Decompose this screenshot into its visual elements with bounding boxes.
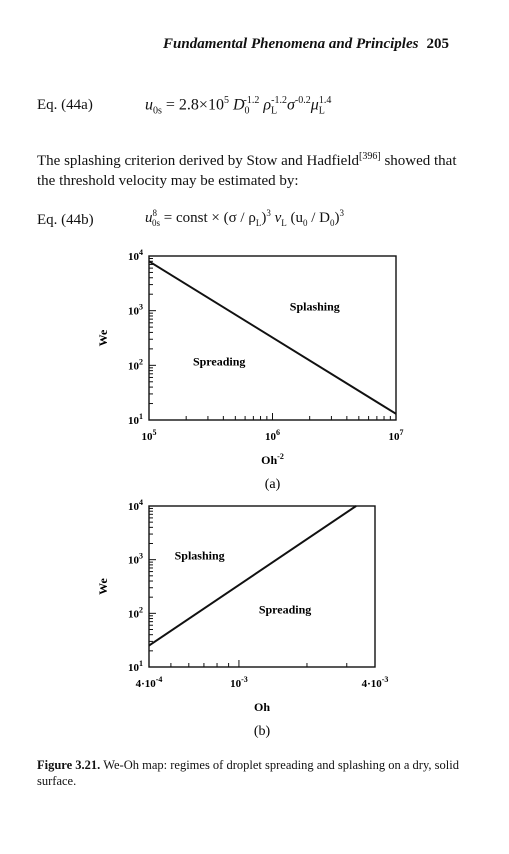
eq-44b-lhs-sup: 8 — [152, 208, 157, 218]
eq-44b-rhs-a: = const × (σ / ρ — [160, 210, 256, 226]
eq-44b-nu: ν — [270, 210, 282, 226]
eq-44a-sigma: σ — [287, 96, 295, 114]
x-tick-label: $10^7$ — [388, 428, 404, 443]
eq-44a-rho-exp: -1.2 — [271, 95, 287, 106]
eq-44a-lhs-sub: 0s — [153, 105, 162, 117]
eq-44a-d0-exp: -1.2 — [243, 95, 260, 106]
eq-44b-lhs-sub: 0s — [152, 218, 161, 228]
eq-44a-coef: = 2.8×10 — [161, 96, 224, 114]
eq-44a-d0-sub: 0 — [244, 105, 250, 117]
x-axis-label: $Oh^{-2}$ — [261, 452, 284, 467]
y-tick-label: $10^1$ — [128, 412, 143, 427]
eq-44b-rhs-f: ) — [334, 210, 340, 226]
eq-44b-lhs: u — [145, 210, 153, 226]
eq-44a-body — [145, 95, 331, 117]
body-paragraph — [37, 147, 477, 191]
eq-44b-rhs-e-sub: 0 — [330, 218, 335, 228]
eq-44a-lhs: u — [145, 96, 153, 114]
eq-44a-rho: ρ — [263, 96, 272, 114]
y-tick-label: $10^2$ — [128, 605, 143, 621]
x-tick-label: $10^6$ — [265, 428, 280, 443]
we-oh-chart-b — [0, 490, 509, 750]
eq-44a-mu-exp: 1.4 — [318, 95, 332, 106]
x-tick-label: $4\cdot 10^{-3}$ — [361, 675, 389, 690]
x-tick-label: $10^5$ — [141, 428, 157, 443]
paragraph-text-1: The splashing criterion derived by Stow and Hadfield — [37, 153, 360, 169]
regime-boundary-line — [149, 261, 396, 414]
y-axis-label: We — [96, 578, 110, 595]
running-head — [163, 36, 449, 53]
y-tick-label: $10^3$ — [128, 551, 143, 567]
eq-44a-label: Eq. (44a) — [37, 97, 93, 113]
y-tick-label: $10^2$ — [128, 357, 143, 373]
eq-44a-d0: D — [232, 96, 245, 114]
eq-44b-rhs-d: (u — [286, 210, 304, 226]
eq-44b-rhs-b: ) — [261, 210, 267, 226]
y-tick-label: $10^1$ — [128, 659, 143, 674]
regime-boundary-line — [149, 506, 356, 646]
y-tick-label: $10^3$ — [128, 302, 143, 318]
eq-44b-body — [145, 208, 344, 228]
plot-frame — [149, 506, 375, 667]
eq-44a-coef-exp: 5 — [223, 95, 229, 106]
page-number: 205 — [426, 36, 449, 52]
y-tick-label: $10^4$ — [128, 248, 143, 263]
x-tick-label: $4\cdot 10^{-4}$ — [135, 675, 163, 690]
paragraph-text-2: showed that the threshold velocity may be estimated by: — [37, 153, 457, 189]
panel-label: (b) — [253, 724, 271, 739]
eq-44a-rho-sub: L — [271, 105, 278, 117]
eq-44b-label: Eq. (44b) — [37, 212, 94, 228]
eq-44b-rhs-e: / D — [307, 210, 331, 226]
eq-44b-rhs-d-sub: 0 — [303, 218, 308, 228]
eq-44b-nu-sub: L — [281, 218, 287, 228]
eq-44b-rhs-a-sub: L — [255, 218, 262, 228]
eq-44a-sigma-exp: -0.2 — [294, 95, 311, 106]
eq-44b-rhs-b-exp: 3 — [266, 208, 271, 218]
y-tick-label: $10^4$ — [128, 498, 143, 513]
x-tick-label: $10^{-3}$ — [230, 675, 248, 690]
eq-44a-mu: μ — [310, 96, 319, 114]
figure-caption — [37, 757, 482, 789]
region-label: Spreading — [192, 354, 246, 369]
running-head-title: Fundamental Phenomena and Principles — [163, 36, 419, 52]
eq-44a-mu-sub: L — [318, 105, 325, 117]
we-oh-chart-a — [0, 235, 509, 505]
paragraph-citation: [396] — [359, 151, 381, 162]
eq-44b-rhs-f-exp: 3 — [339, 208, 345, 218]
x-axis-label: Oh — [253, 700, 271, 714]
caption-label: Figure 3.21. — [37, 758, 101, 772]
panel-label: (a) — [264, 477, 281, 492]
region-label: Splashing — [174, 548, 225, 563]
region-label: Splashing — [289, 299, 340, 314]
region-label: Spreading — [258, 602, 312, 617]
y-axis-label: We — [96, 329, 110, 347]
caption-text: We-Oh map: regimes of droplet spreading and splashing on a dry, solid surface. — [37, 758, 459, 788]
